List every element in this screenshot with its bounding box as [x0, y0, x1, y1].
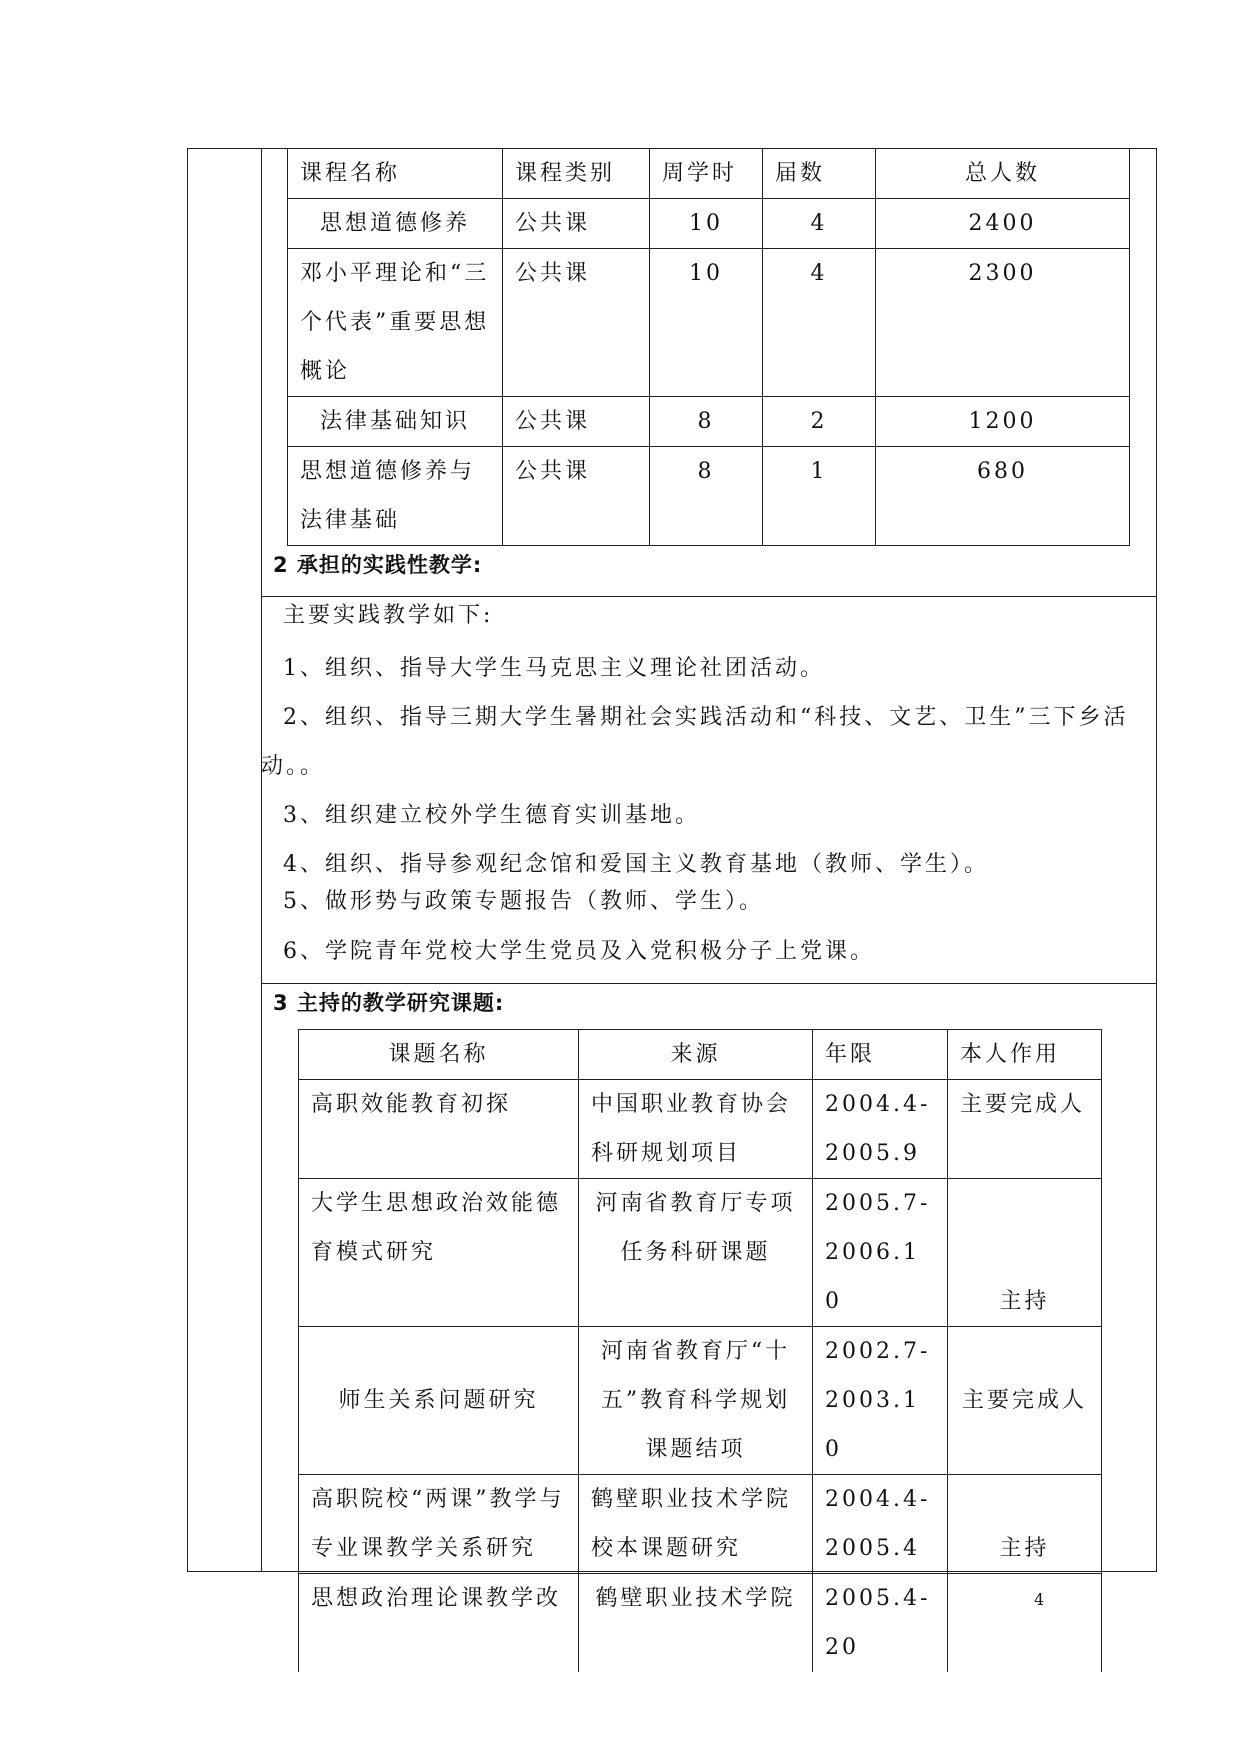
project-source: 河南省教育厅专项任务科研课题 — [579, 1179, 813, 1327]
table-row — [288, 447, 1130, 546]
table-row — [299, 1574, 1102, 1673]
table-row — [299, 1475, 1102, 1574]
table-row — [288, 397, 1130, 447]
sessions: 4 — [763, 249, 876, 397]
sessions: 2 — [763, 397, 876, 447]
practice-item: 5、做形势与政策专题报告（教师、学生）。 — [283, 889, 764, 914]
table-row — [288, 199, 1130, 249]
project-role: 主要完成人 — [948, 1080, 1102, 1179]
weekly-hours: 10 — [650, 199, 763, 249]
course-category: 公共课 — [503, 447, 650, 546]
section-divider — [261, 983, 1157, 984]
project-name: 高职效能教育初探 — [299, 1080, 579, 1179]
course-name: 思想道德修养与法律基础 — [288, 447, 503, 546]
course-category: 公共课 — [503, 249, 650, 397]
project-period: 2002.7-2003.10 — [813, 1327, 948, 1475]
course-category: 公共课 — [503, 199, 650, 249]
course-table — [287, 148, 1130, 546]
practice-item: 2、组织、指导三期大学生暑期社会实践活动和“科技、文艺、卫生”三下乡活 — [283, 705, 1129, 730]
left-column-divider — [261, 148, 262, 1572]
weekly-hours: 8 — [650, 447, 763, 546]
project-role: 主持 — [948, 1179, 1102, 1327]
project-source: 河南省教育厅“十五”教育科学规划课题结项 — [579, 1327, 813, 1475]
weekly-hours: 10 — [650, 249, 763, 397]
project-period: 2005.7-2006.10 — [813, 1179, 948, 1327]
project-period: 2004.4-2005.9 — [813, 1080, 948, 1179]
project-name: 大学生思想政治效能德育模式研究 — [299, 1179, 579, 1327]
total-students: 680 — [876, 447, 1130, 546]
project-period: 2005.4-20 — [813, 1574, 948, 1673]
project-name: 思想政治理论课教学改 — [299, 1574, 579, 1673]
practice-item-continuation: 动。。 — [261, 754, 326, 779]
course-name: 法律基础知识 — [288, 397, 503, 447]
project-period: 2004.4-2005.4 — [813, 1475, 948, 1574]
project-role — [948, 1574, 1102, 1673]
header-period: 年限 — [813, 1030, 948, 1080]
project-role: 主持 — [948, 1475, 1102, 1574]
practice-item: 4、组织、指导参观纪念馆和爱国主义教育基地（教师、学生）。 — [283, 852, 989, 877]
practice-intro: 主要实践教学如下: — [283, 603, 494, 628]
total-students: 2400 — [876, 199, 1130, 249]
sessions: 1 — [763, 447, 876, 546]
project-name: 师生关系问题研究 — [299, 1327, 579, 1475]
project-source: 中国职业教育协会科研规划项目 — [579, 1080, 813, 1179]
weekly-hours: 8 — [650, 397, 763, 447]
project-source: 鹤壁职业技术学院 — [579, 1574, 813, 1673]
header-total-students: 总人数 — [876, 149, 1130, 199]
practice-item: 1、组织、指导大学生马克思主义理论社团活动。 — [283, 656, 825, 681]
course-category: 公共课 — [503, 397, 650, 447]
table-header-row — [288, 149, 1130, 199]
project-role: 主要完成人 — [948, 1327, 1102, 1475]
header-course-name: 课程名称 — [288, 149, 503, 199]
project-name: 高职院校“两课”教学与专业课教学关系研究 — [299, 1475, 579, 1574]
total-students: 2300 — [876, 249, 1130, 397]
total-students: 1200 — [876, 397, 1130, 447]
table-row — [299, 1080, 1102, 1179]
page-number: 4 — [1034, 1590, 1045, 1609]
header-weekly-hours: 周学时 — [650, 149, 763, 199]
research-table — [298, 1029, 1102, 1672]
header-role: 本人作用 — [948, 1030, 1102, 1080]
practice-item: 3、组织建立校外学生德育实训基地。 — [283, 803, 700, 828]
header-sessions: 届数 — [763, 149, 876, 199]
section-3-title: 3 主持的教学研究课题: — [273, 991, 505, 1015]
header-project-name: 课题名称 — [299, 1030, 579, 1080]
table-row — [299, 1327, 1102, 1475]
header-source: 来源 — [579, 1030, 813, 1080]
table-row — [299, 1179, 1102, 1327]
project-source: 鹤壁职业技术学院校本课题研究 — [579, 1475, 813, 1574]
course-name: 思想道德修养 — [288, 199, 503, 249]
sessions: 4 — [763, 199, 876, 249]
practice-item: 6、学院青年党校大学生党员及入党积极分子上党课。 — [283, 939, 875, 964]
table-row — [288, 249, 1130, 397]
section-2-title: 2 承担的实践性教学: — [273, 553, 483, 577]
section-divider — [261, 596, 1157, 597]
table-header-row — [299, 1030, 1102, 1080]
course-name: 邓小平理论和“三个代表”重要思想概论 — [288, 249, 503, 397]
header-course-category: 课程类别 — [503, 149, 650, 199]
